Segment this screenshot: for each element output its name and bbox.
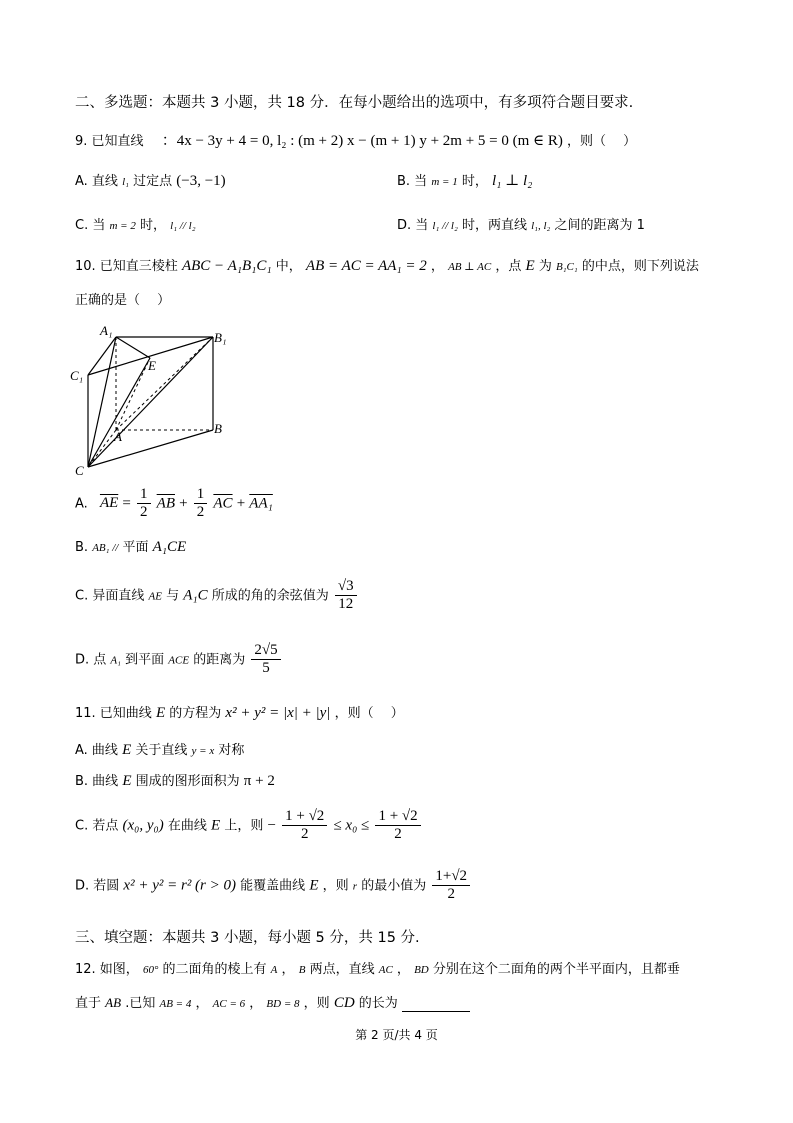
q10-optA-label: A. [75, 496, 88, 512]
frac-num: 1 [137, 486, 151, 504]
frac-den: 2 [447, 886, 455, 903]
q11-optB-math2: π + 2 [243, 773, 275, 789]
q10-option-a [75, 486, 273, 522]
q11-optD-text: D. 若圆 [75, 878, 120, 894]
q9-optB-math1: m = 1 [431, 176, 458, 188]
frac-num: 1 + √2 [375, 808, 420, 826]
q10-optA-v3: AA₁ [249, 495, 273, 512]
label-b: B [214, 421, 222, 436]
q11-optA-math2: y = x [191, 745, 215, 757]
q10-stem-suffix: 的中点，则下列说法 [581, 259, 699, 274]
q10-optA-plus1: + [179, 495, 188, 512]
label-e: E [148, 358, 156, 373]
answer-blank[interactable] [402, 997, 470, 1012]
edge-ab1-hidden [116, 337, 213, 430]
q12-stem-suffix: 分别在这个二面角的两个半平面内，且都垂 [432, 962, 680, 977]
q10-option-b [75, 538, 186, 556]
q11-stem-math1: E [155, 705, 166, 721]
q10-stem-math2: AB = AC = AA₁ = 2 [305, 258, 427, 274]
q9-optC-text: C. 当 [75, 218, 106, 233]
q12-line2-math2: AB = 4 [159, 998, 192, 1010]
frac-num: √3 [335, 578, 357, 596]
q10-stem-line2: 正确的是（ ） [75, 293, 171, 308]
q12-stem-mid3: 两点，直线 [309, 962, 375, 977]
question-10-stem [75, 257, 699, 275]
q11-optC-mid: 在曲线 [167, 818, 207, 834]
q11-optD-math1: x² + y² = r² (r > 0) [123, 877, 237, 894]
q11-stem-mid: 的方程为 [169, 706, 222, 721]
frac-den: 2 [394, 826, 402, 843]
q11-option-c [75, 808, 423, 844]
q9-optA-sub: l₁ [122, 176, 129, 188]
frac-den: 2 [140, 504, 148, 521]
q11-optC-ineq: ≤ x₀ ≤ [333, 817, 370, 834]
edge-ae-hidden [116, 358, 150, 430]
label-b1: B₁ [214, 330, 227, 345]
q10-optD-text: 的距离为 [193, 652, 246, 668]
q11-optA-mid: 关于直线 [135, 743, 188, 758]
q9-stem-prefix: 9. 已知直线 [75, 134, 144, 149]
q12-line2-math1: AB [105, 995, 122, 1010]
q12-line2-math3: AC = 6 [212, 998, 246, 1010]
q11-option-a [75, 741, 244, 759]
q11-optC-frac1 [282, 808, 327, 844]
q10-optB-label: B. [75, 540, 89, 555]
label-c1: C₁ [70, 368, 84, 383]
frac-den: 2 [196, 504, 205, 521]
q12-stem-mid4: ， [396, 962, 410, 977]
q10-optA-v1: $\overline{AB}$ [156, 495, 175, 512]
q10-optA-eq: = [122, 495, 131, 512]
frac-num: 1 + √2 [282, 808, 327, 826]
q11-optC-frac2 [375, 808, 420, 844]
edge-a1e [116, 337, 150, 358]
q11-optD-math3: r [352, 880, 358, 893]
frac-num: 2√5 [251, 642, 280, 660]
q9-optC-mid: 时， [140, 218, 167, 233]
q10-stem-math4: E [525, 258, 535, 274]
q12-stem-mid1: 的二面角的棱上有 [162, 962, 267, 977]
q10-stem-prefix: 10. 已知直三棱柱 [75, 259, 178, 274]
q11-optB-text: B. 曲线 [75, 774, 119, 789]
q10-stem-mid1: 中， [275, 259, 302, 274]
q10-optC-label: C. 异面直线 [75, 588, 145, 604]
q10-optD-frac [251, 642, 280, 678]
q10-optC-math1: AE [148, 590, 162, 603]
q9-optB-text: B. 当 [397, 174, 428, 189]
q11-optD-math2: E [309, 877, 319, 894]
q12-stem-math4: AC [378, 964, 393, 976]
q11-option-b [75, 772, 275, 790]
question-11-stem [75, 704, 404, 722]
q10-stem-math3: AB ⊥ AC [448, 261, 492, 273]
q11-optA-text: A. 曲线 [75, 743, 118, 758]
q10-stem-mid2: ， [430, 259, 444, 274]
q9-optA-math: (−3, −1) [176, 173, 226, 189]
q10-optB-text: 平面 [122, 540, 149, 555]
q11-optC-text: C. 若点 [75, 818, 119, 834]
q11-option-d [75, 868, 472, 904]
q10-optC-frac [335, 578, 357, 614]
q10-optD-math1: A₁ [110, 654, 121, 667]
q11-stem-math2: x² + y² = |x| + |y| [225, 705, 331, 721]
q10-optA-plus2: + [236, 495, 246, 512]
q10-optD-label: D. 点 [75, 652, 107, 668]
q11-stem-prefix: 11. 已知曲线 [75, 706, 152, 721]
q12-stem-prefix: 12. 如图， [75, 962, 139, 977]
q9-optA-text: A. 直线 [75, 174, 118, 189]
q9-optB-mid: 时， [461, 174, 488, 189]
q12-stem-mid2: ， [281, 962, 295, 977]
q12-line2-mid1: .已知 [125, 996, 156, 1011]
q12-line2-math5: CD [333, 995, 355, 1011]
q12-line2-suffix: 的长为 [358, 996, 398, 1011]
q11-optA-rest: 对称 [218, 743, 245, 758]
q9-stem-suffix: ，则（ ） [567, 134, 637, 149]
q10-optC-math2: A₁C [183, 587, 208, 604]
q12-stem-math2: A [270, 964, 278, 976]
q9-stem-math: ：4x − 3y + 4 = 0, l₂ : (m + 2) x − (m + 1) y + 2m + 5 = 0 (m ∈ R) [161, 133, 563, 149]
label-a: A [114, 429, 122, 444]
q9-optD-mid: 时，两直线 [461, 218, 527, 233]
q12-line2-math4: BD = 8 [266, 998, 300, 1010]
q10-optC-text: 所成的角的余弦值为 [211, 588, 329, 604]
q10-optA-frac1 [137, 486, 151, 522]
q10-option-c [75, 578, 359, 614]
q10-stem-math5: B₁C₁ [555, 261, 578, 273]
page-footer: 第 2 页/共 4 页 [355, 1028, 438, 1042]
q10-optC-mid: 与 [166, 588, 180, 604]
q9-optD-math2: l₁, l₂ [531, 220, 551, 232]
label-a1: A₁ [100, 323, 113, 338]
q12-line2-mid3: ， [249, 996, 263, 1011]
q9-option-d [397, 218, 645, 234]
q12-line2-mid4: ，则 [303, 996, 330, 1011]
q9-option-a [75, 172, 226, 190]
q11-optA-math1: E [122, 742, 132, 758]
q9-optC-math2: l₁ // l₂ [170, 220, 196, 232]
question-9-stem [75, 132, 636, 150]
q12-line2-mid2: ， [195, 996, 209, 1011]
q11-optB-math1: E [122, 773, 132, 789]
q10-optD-mid: 到平面 [125, 652, 165, 668]
section-3-heading: 三、填空题：本题共 3 小题，每小题 5 分，共 15 分. [75, 930, 420, 946]
frac-den: 12 [338, 596, 354, 613]
q12-stem-line2 [75, 994, 470, 1012]
q11-optD-mid2: ，则 [322, 878, 349, 894]
q10-optA-frac2 [194, 486, 208, 522]
q9-optB-math2: l₁ ⊥ l₂ [492, 173, 533, 189]
q12-stem-math3: B [298, 964, 306, 976]
q11-optC-math2: E [211, 817, 221, 834]
q9-optD-text: D. 当 [397, 218, 429, 233]
label-c: C [75, 463, 84, 478]
q11-optC-neg: − [267, 817, 276, 834]
q9-optA-rest: 过定点 [133, 174, 173, 189]
question-12-stem [75, 962, 680, 978]
q9-optC-math1: m = 2 [109, 220, 136, 232]
q9-option-b [397, 172, 532, 190]
q9-optD-rest: 之间的距离为 1 [554, 218, 645, 233]
frac-den: 2 [300, 826, 309, 843]
q11-optD-frac [432, 868, 470, 904]
q9-optD-math1: l₁ // l₂ [432, 220, 458, 232]
q10-optB-math2: A₁CE [152, 539, 187, 555]
q10-stem-mid3: ，点 [495, 259, 522, 274]
q10-optD-math2: ACE [168, 654, 190, 667]
edge-cb [88, 430, 213, 467]
frac-num: 1+√2 [432, 868, 470, 886]
q12-stem-math5: BD [414, 964, 429, 976]
q10-optB-math: AB₁ // [92, 542, 119, 554]
q10-optA-lhs: $\overline{AE}$ [99, 495, 119, 512]
q11-optC-mid2: 上，则 [224, 818, 264, 834]
q11-optD-rest: 的最小值为 [361, 878, 427, 894]
prism-figure [68, 320, 238, 480]
q10-optA-v2: $\overline{AC}$ [213, 495, 233, 512]
section-2-heading: 二、多选题：本题共 3 小题，共 18 分．在每小题给出的选项中，有多项符合题目要求. [75, 95, 634, 111]
frac-den: 5 [262, 660, 270, 677]
q10-stem-math1: ABC − A₁B₁C₁ [181, 258, 272, 274]
frac-num: 1 [194, 486, 208, 504]
q11-optD-mid: 能覆盖曲线 [240, 878, 306, 894]
q11-optB-mid: 围成的图形面积为 [135, 774, 240, 789]
q12-stem-math1: 60° [142, 964, 159, 976]
q9-option-c [75, 218, 196, 234]
q11-optC-math1: (x₀, y₀) [122, 817, 164, 834]
q12-line2-prefix: 直于 [75, 996, 102, 1011]
q11-stem-suffix: ，则（ ） [334, 706, 404, 721]
q10-stem-mid4: 为 [538, 259, 552, 274]
q10-option-d [75, 642, 283, 678]
